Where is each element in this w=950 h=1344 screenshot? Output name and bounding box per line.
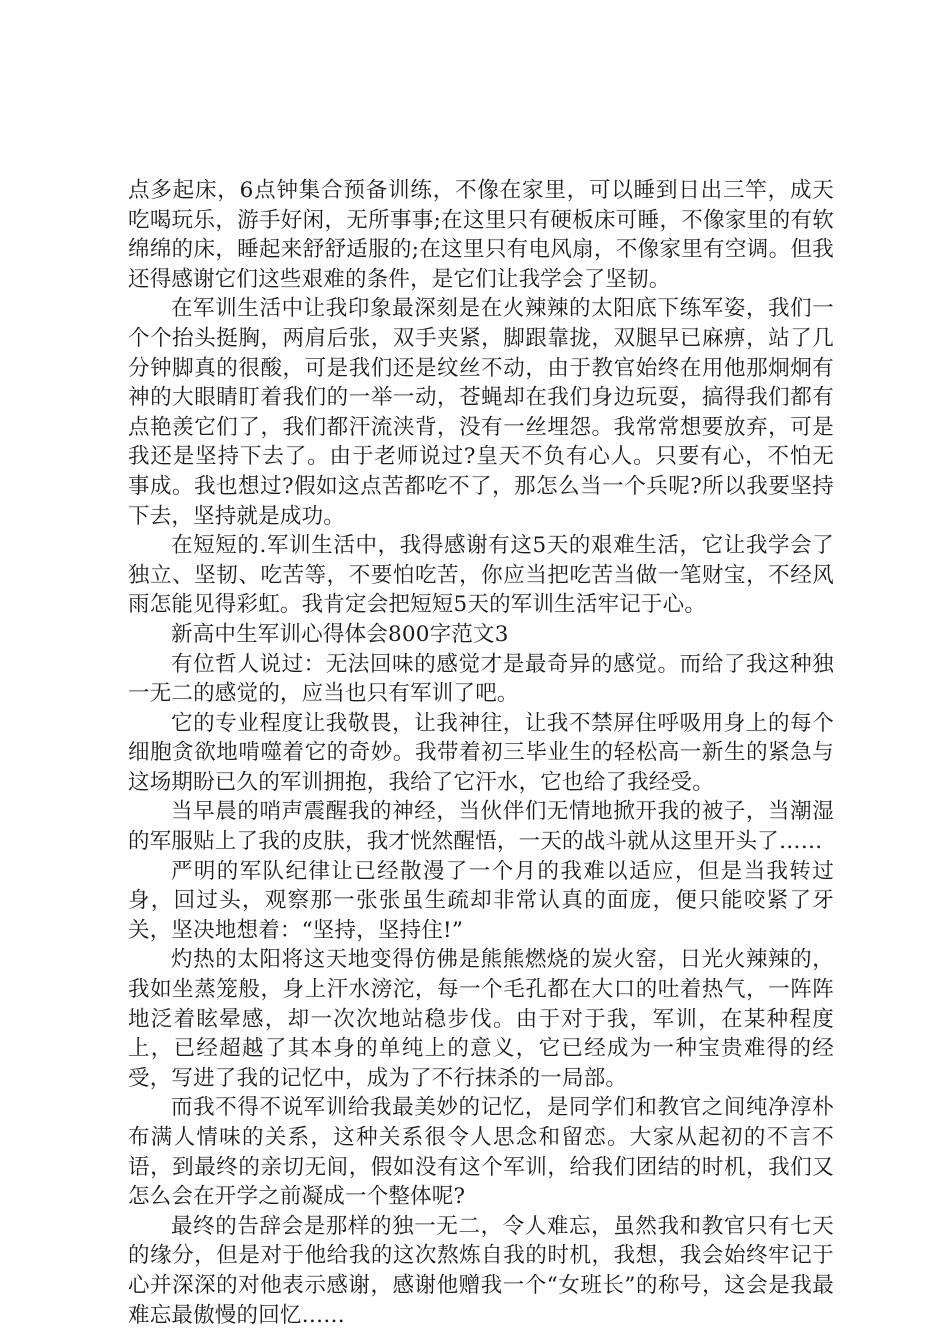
document-body [128, 176, 834, 1330]
paragraph-7: 严明的军队纪律让已经散漫了一个月的我难以适应，但是当我转过身，回过头，观察那一张张虽生疏却非常认真的面庞，便只能咬紧了牙关，坚决地想着：“坚持，坚持住!” [128, 858, 834, 943]
paragraph-3: 在短短的.军训生活中，我得感谢有这5天的艰难生活，它让我学会了独立、坚韧、吃苦等，不要怕吃苦，你应当把吃苦当做一笔财宝，不经风雨怎能见得彩虹。我肯定会把短短5天的军训生活牢记于心。 [128, 533, 834, 618]
paragraph-4: 有位哲人说过：无法回味的感觉才是最奇异的感觉。而给了我这种独一无二的感觉的，应当也只有军训了吧。 [128, 651, 834, 707]
section-heading: 新高中生军训心得体会800字范文3 [171, 621, 509, 647]
paragraph-9: 而我不得不说军训给我最美妙的记忆，是同学们和教官之间纯净淳朴布满人情味的关系，这种关系很令人思念和留恋。大家从起初的不言不语，到最终的亲切无间，假如没有这个军训，给我们团结的时机，我们又怎么会在开学之前凝成一个整体呢? [128, 1095, 834, 1210]
paragraph-1: 点多起床，6点钟集合预备训练，不像在家里，可以睡到日出三竿，成天吃喝玩乐，游手好闲，无所事事;在这里只有硬板床可睡，不像家里的有软绵绵的床，睡起来舒舒适服的;在这里只有电风扇，不像家里有空调。但我还得感谢它们这些艰难的条件，是它们让我学会了坚韧。 [128, 178, 834, 292]
paragraph-6: 当早晨的哨声震醒我的神经，当伙伴们无情地掀开我的被子，当潮湿的军服贴上了我的皮肤，我才恍然醒悟，一天的战斗就从这里开头了…… [128, 799, 834, 855]
paragraph-2: 在军训生活中让我印象最深刻是在火辣辣的太阳底下练军姿，我们一个个抬头挺胸，两肩后张，双手夹紧，脚跟靠拢，双腿早已麻痹，站了几分钟脚真的很酸，可是我们还是纹丝不动，由于教官始终在用他那炯炯有神的大眼睛盯着我们的一举一动，苍蝇却在我们身边玩耍，搞得我们都有点艳羡它们了，我们都汗流浃背，没有一丝埋怨。我常常想要放弃，可是我还是坚持下去了。由于老师说过?皇天不负有心人。只要有心，不怕无事成。我也想过?假如这点苦都吃不了，那怎么当一个兵呢?所以我要坚持下去，坚持就是成功。 [128, 296, 834, 529]
paragraph-10: 最终的告辞会是那样的独一无二，令人难忘，虽然我和教官只有七天的缘分，但是对于他给我的这次熬炼自我的时机，我想，我会始终牢记于心并深深的对他表示感谢，感谢他赠我一个“女班长”的称号，这会是我最难忘最傲慢的回忆…… [128, 1213, 834, 1328]
paragraph-8: 灼热的太阳将这天地变得仿佛是熊熊燃烧的炭火窑，日光火辣辣的，我如坐蒸笼般，身上汗水滂沱，每一个毛孔都在大口的吐着热气，一阵阵地泛着眩晕感，却一次次地站稳步伐。由于对于我，军训，在某种程度上，已经超越了其本身的单纯上的意义，它已经成为一种宝贵难得的经受，写进了我的记忆中，成为了不行抹杀的一局部。 [128, 947, 834, 1091]
paragraph-5: 它的专业程度让我敬畏，让我神往，让我不禁屏住呼吸用身上的每个细胞贪欲地啃噬着它的奇妙。我带着初三毕业生的轻松高一新生的紧急与这场期盼已久的军训拥抱，我给了它汗水，它也给了我经受。 [128, 710, 834, 795]
